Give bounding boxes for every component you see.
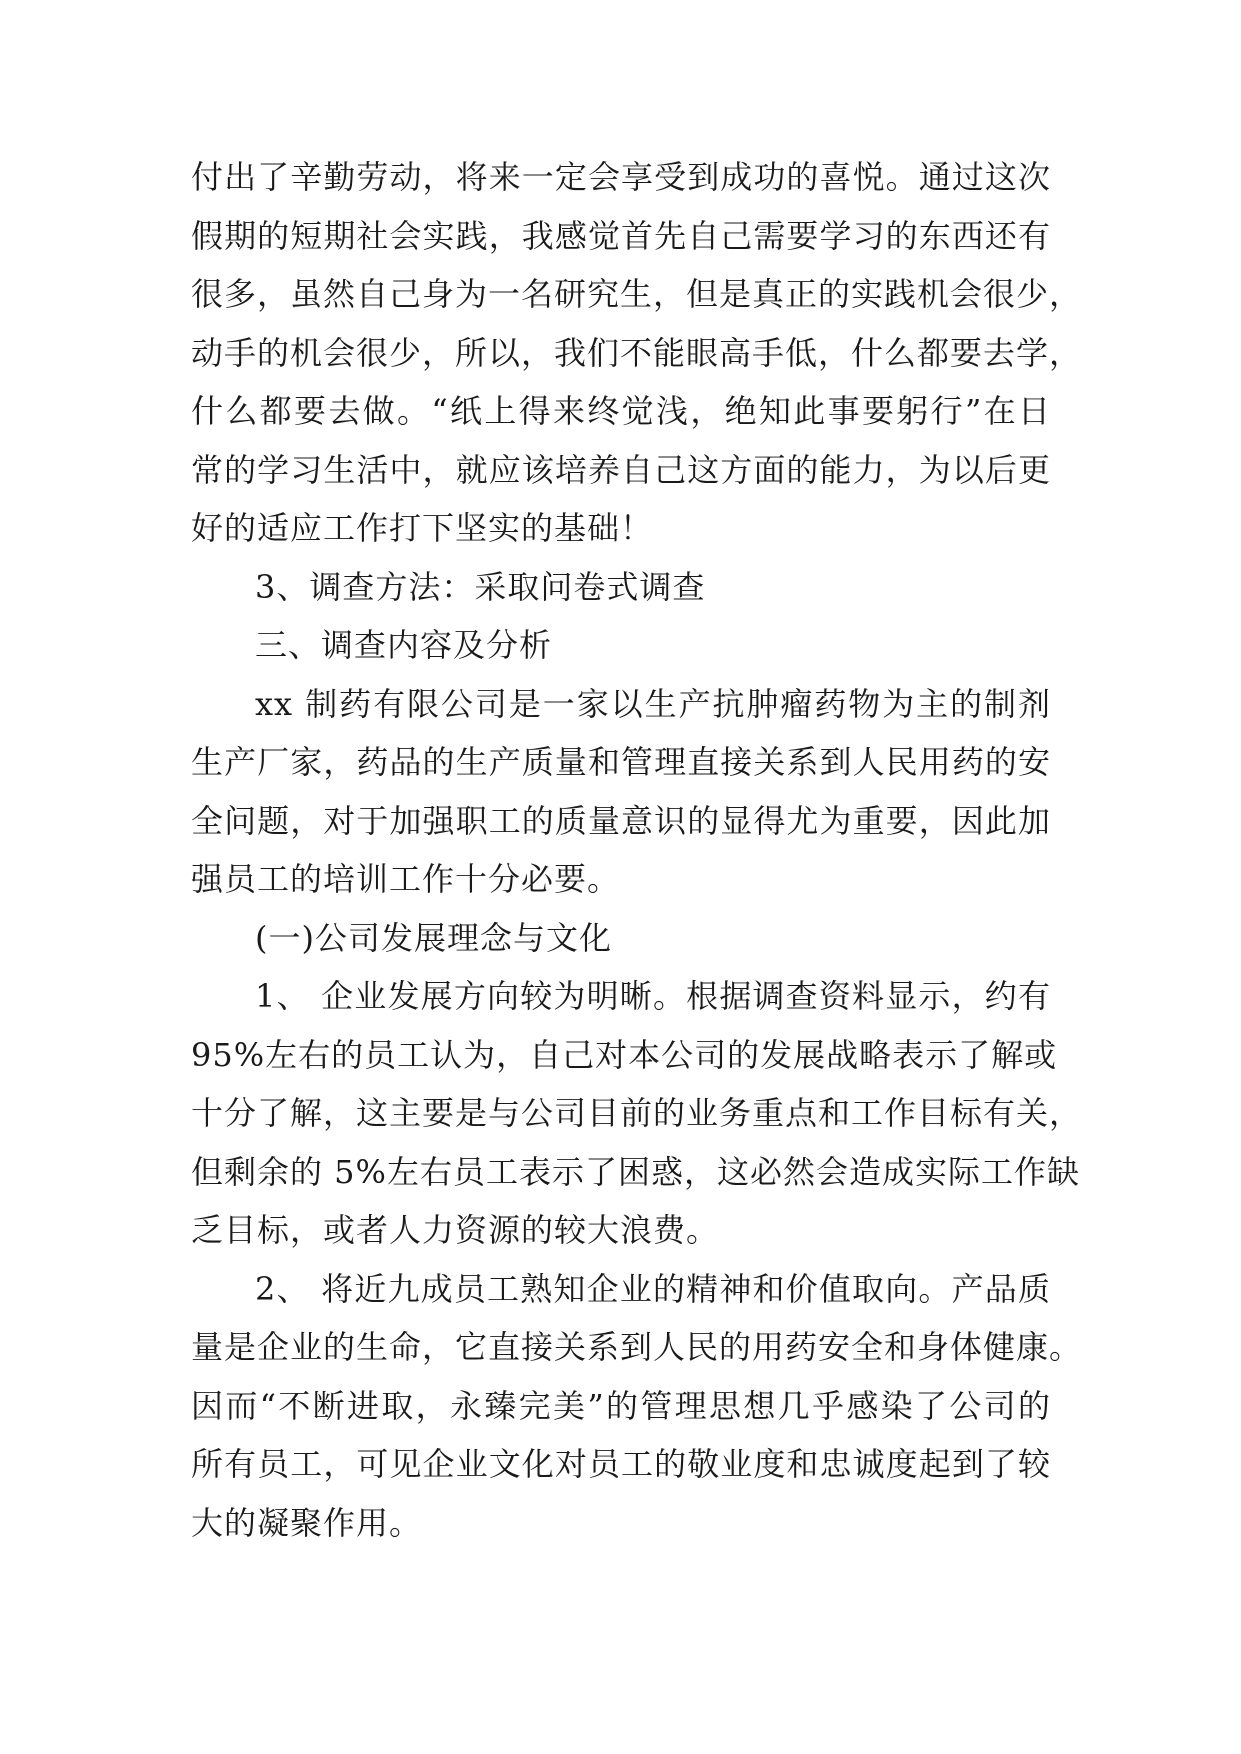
paragraph-line: 很多，虽然自己身为一名研究生，但是真正的实践机会很少， [191, 275, 1083, 313]
paragraph-line: 常的学习生活中，就应该培养自己这方面的能力，为以后更 [191, 450, 1051, 489]
paragraph-line: 付出了辛勤劳动，将来一定会享受到成功的喜悦。通过这次 [191, 158, 1051, 196]
section-heading: 三、调查内容及分析 [255, 626, 553, 664]
paragraph-line: 乏目标，或者人力资源的较大浪费。 [191, 1211, 720, 1249]
section-item: 3、调查方法：采取问卷式调查 [255, 567, 706, 606]
subsection-heading: (一)公司发展理念与文化 [255, 918, 612, 957]
document-body [191, 148, 1083, 1552]
paragraph-line: 什么都要去做。“纸上得来终觉浅，绝知此事要躬行”在日 [191, 392, 1051, 430]
paragraph-line: 动手的机会很少，所以，我们不能眼高手低，什么都要去学， [191, 333, 1083, 372]
paragraph-line: 假期的短期社会实践，我感觉首先自己需要学习的东西还有 [191, 216, 1051, 255]
paragraph-line: 强员工的培训工作十分必要。 [191, 860, 621, 898]
paragraph-line: 量是企业的生命，它直接关系到人民的用药安全和身体健康。 [191, 1328, 1083, 1366]
paragraph-line: 十分了解，这主要是与公司目前的业务重点和工作目标有关， [191, 1094, 1083, 1132]
paragraph-line: 好的适应工作打下坚实的基础！ [191, 509, 654, 547]
paragraph-line: xx 制药有限公司是一家以生产抗肿瘤药物为主的制剂 [255, 684, 1051, 723]
paragraph-line: 全问题，对于加强职工的质量意识的显得尤为重要，因此加 [191, 801, 1051, 840]
paragraph-line: 95%左右的员工认为，自己对本公司的发展战略表示了解或 [191, 1035, 1058, 1074]
paragraph-line: 因而“不断进取，永臻完美”的管理思想几乎感染了公司的 [191, 1386, 1051, 1425]
paragraph-line: 2、 将近九成员工熟知企业的精神和价值取向。产品质 [255, 1269, 1051, 1308]
paragraph-line: 大的凝聚作用。 [191, 1503, 423, 1542]
paragraph-line: 1、 企业发展方向较为明晰。根据调查资料显示，约有 [255, 977, 1051, 1015]
paragraph-line: 但剩余的 5%左右员工表示了困惑，这必然会造成实际工作缺 [191, 1152, 1080, 1191]
paragraph-line: 生产厂家，药品的生产质量和管理直接关系到人民用药的安 [191, 743, 1051, 781]
paragraph-line: 所有员工，可见企业文化对员工的敬业度和忠诚度起到了较 [191, 1445, 1051, 1483]
